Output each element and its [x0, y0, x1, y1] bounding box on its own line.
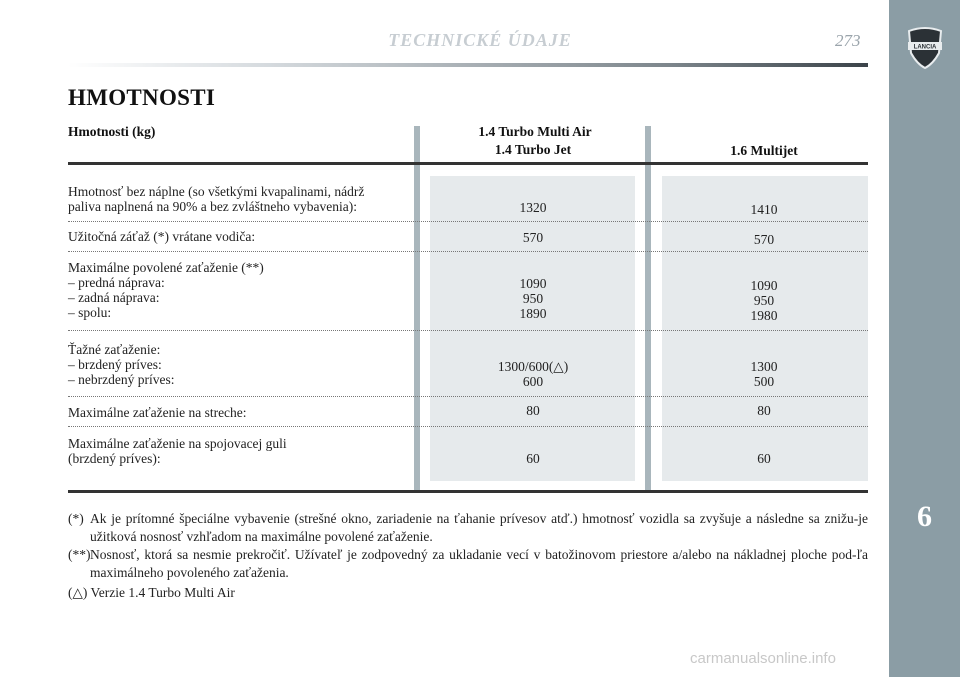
running-header-title: TECHNICKÉ ÚDAJE — [388, 30, 572, 50]
table-cell-value: 1090 950 1980 — [750, 278, 778, 323]
footnote-text: (△) Verzie 1.4 Turbo Multi Air — [68, 585, 235, 600]
footnote-text: Ak je prítomné špeciálne vybavenie (strešné okno, zariadenie na ťahanie prívesov atď.) hmotnosť vozidla sa zvyšuje a následne sa znižu-je užitková nosnosť vzhľadom na maximálne povolené zaťaženie. — [90, 511, 868, 544]
table-row-label: Hmotnosť bez náplne (so všetkými kvapalinami, nádrž paliva naplnená na 90% a bez zvláštneho vybavenia): — [68, 184, 365, 214]
header-rule — [68, 63, 868, 67]
row-divider — [68, 330, 868, 331]
footnote — [68, 510, 868, 546]
table-bottom-rule — [68, 490, 868, 493]
table-cell-value: 1300/600(△) 600 — [497, 359, 569, 389]
table-cell-value: 80 — [757, 403, 771, 418]
table-row-label: Maximálne povolené zaťaženie (**) – predná náprava: – zadná náprava: – spolu: — [68, 260, 264, 320]
footnote — [68, 584, 868, 602]
table-row-label: Maximálne zaťaženie na streche: — [68, 405, 247, 420]
row-divider — [68, 396, 868, 397]
row-divider — [68, 221, 868, 222]
table-row-label: Maximálne zaťaženie na spojovacej guli (brzdený príves): — [68, 436, 287, 466]
footnote — [68, 546, 868, 582]
page-number: 273 — [835, 31, 861, 50]
chapter-sidebar — [889, 0, 960, 677]
footnote-mark: (*) — [68, 511, 84, 526]
column-divider — [645, 126, 651, 493]
logo-lettering: LANCIA — [913, 44, 937, 51]
footnote-text: Nosnosť, ktorá sa nesmie prekročiť. Užívateľ je zodpovedný za ukladanie vecí v batožinovom priestore a/alebo na nákladnej ploche pod-ľa maximálneho povoleného zaťaženia. — [90, 547, 868, 580]
table-header-engine-2: 1.6 Multijet — [730, 143, 798, 158]
column-divider — [414, 126, 420, 493]
table-cell-value: 1300 500 — [750, 359, 778, 389]
table-cell-value: 80 — [526, 403, 540, 418]
table-cell-value: 570 — [522, 230, 544, 245]
table-cell-value: 1320 — [519, 200, 547, 215]
lancia-logo-icon — [905, 25, 945, 69]
watermark: carmanualsonline.info — [690, 650, 836, 667]
table-header-label: Hmotnosti (kg) — [68, 124, 156, 139]
table-cell-value: 60 — [757, 451, 771, 466]
table-cell-value: 570 — [753, 232, 775, 247]
table-row-label: Užitočná záťaž (*) vrátane vodiča: — [68, 229, 256, 244]
chapter-number: 6 — [917, 500, 932, 533]
footnote-mark: (**) — [68, 547, 91, 562]
table-row-label: Ťažné zaťaženie: – brzdený príves: – nebrzdený príves: — [68, 342, 175, 387]
row-divider — [68, 251, 868, 252]
row-divider — [68, 426, 868, 427]
table-cell-value: 1090 950 1890 — [519, 276, 547, 321]
section-title: HMOTNOSTI — [68, 85, 216, 110]
table-cell-value: 60 — [526, 451, 540, 466]
table-header-engine-1a: 1.4 Turbo Multi Air — [478, 124, 592, 139]
table-header-engine-1b: 1.4 Turbo Jet — [494, 142, 572, 157]
table-cell-value: 1410 — [750, 202, 778, 217]
table-top-rule — [68, 162, 868, 165]
